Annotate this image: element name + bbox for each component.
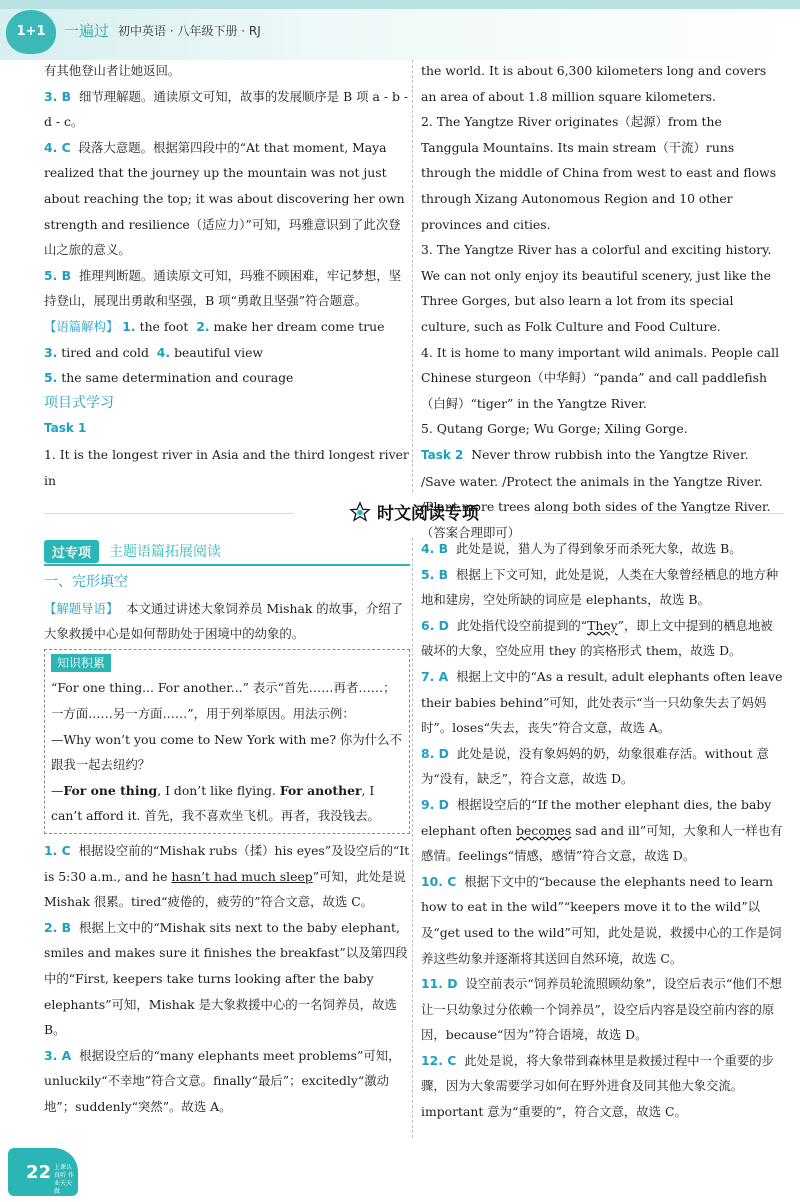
mascot-logo (6, 10, 56, 54)
task-1-item-2: 2. The Yangtze River originates（起源）from the Tanggula Mountains. Its main stream（干流）runs through the middle of China from west to east and flows through Xizang Autonomous Region and 10 other provinces and cities. (421, 114, 777, 232)
answer-number: 4. B (421, 541, 449, 556)
task-1-item-5: 5. Qutang Gorge; Wu Gorge; Xiling Gorge. (421, 421, 688, 437)
structure-tag: 【语篇解构】 (44, 318, 119, 334)
logo-text: 1+1 (16, 24, 46, 39)
discourse-structure-row (44, 340, 410, 366)
task-1-line: 1. It is the longest river in Asia and the third longest river in (44, 446, 409, 488)
divider-rule (44, 513, 294, 514)
answer-3 (44, 84, 410, 135)
answer-text: 根据设空后的“If the mother elephant dies, the baby elephant often (421, 796, 772, 838)
answer-text: 根据上下文可知，此处是说，人类在大象曾经栖息的地方种地和建房，空处所缺的词应是 elephants，故选 B。 (421, 566, 779, 608)
brand-name: 一遍过 (64, 22, 110, 40)
underlined-phrase: hasn’t had much sleep (171, 868, 313, 884)
answer-4b (421, 536, 783, 562)
answer-number: 5. B (421, 566, 449, 582)
column-divider (412, 60, 413, 492)
task-1-item-4: 4. It is home to many important wild animals. People call Chinese sturgeon（中华鲟）“panda” and call paddlefish（白鲟）“tiger” in the Yangtze River. (421, 344, 780, 411)
guide-text: 本文通过讲述大象饲养员 Mishak 的故事，介绍了大象救援中心是如何帮助处于困境中的幼象的。 (44, 600, 404, 642)
task-1-continued: the world. It is about 6,300 kilometers long and covers an area of about 1.8 million square kilometers. (421, 63, 767, 104)
example-text: , I don’t like flying. (157, 782, 280, 798)
answer-text: ”可知，此处是说 Mishak 很累。tired“疲倦的，疲劳的”符合文意，故选 C。 (44, 868, 406, 910)
task-2-heading: Task 2 (421, 447, 464, 462)
answer-text: 根据设空后的“many elephants meet problems”可知，unluckily“不幸地”符合文意。finally“最后”；excitedly“激动地”；suddenly“突然”。故选 A。 (44, 1047, 401, 1114)
answer-8 (421, 741, 783, 792)
page-footer (0, 1142, 800, 1202)
answer-number: 3. A (44, 1047, 72, 1063)
answer-10 (421, 869, 783, 971)
upper-left-column (44, 58, 410, 493)
task-1-item-3: 3. The Yangtze River has a colorful and exciting history. We can not only enjoy its beautiful scenery, just like the Three Gorges, but also learn a lot from its special culture, such as Folk Culture and Food Culture. (421, 242, 772, 334)
structure-answer: the foot (139, 318, 189, 334)
page-number: 22 (26, 1162, 52, 1183)
project-heading: 项目式学习 (44, 394, 114, 411)
banner-title: 主题语篇拓展阅读 (109, 544, 222, 560)
answer-text: 此处是说，没有象妈妈的奶，幼象很难存活。without 意为“没有，缺乏”，符合文意，故选 D。 (421, 745, 769, 787)
page-number-badge (8, 1148, 78, 1196)
answer-number: 4. C (44, 139, 71, 155)
page-header (0, 0, 800, 60)
answer-4 (44, 135, 410, 263)
answer-text: 推理判断题。通读原文可知，玛雅不顾困难，牢记梦想，坚持登山，展现出勇敢和坚强，B 项“勇敢且坚强”符合题意。 (44, 267, 402, 309)
answer-text: ”，即上文中提到的栖息地被破坏的大象，空处应用 they 的宾格形式 them，故选 D。 (421, 617, 773, 659)
answer-text: 此处是说，将大象带到森林里是救援过程中一个重要的步骤，因为大象需要学习如何在野外进食及同其他大象交流。important 意为“重要的”，符合文意，故选 C。 (421, 1052, 775, 1120)
answer-number: 1. C (44, 842, 71, 858)
footer-slogan: 上课认真听 作业天天做 (54, 1164, 74, 1195)
discourse-structure (44, 314, 410, 340)
answer-9 (421, 792, 783, 869)
discourse-structure-row (44, 365, 410, 391)
wavy-phrase: They (587, 617, 618, 633)
knowledge-box (44, 649, 410, 834)
answer-7 (421, 664, 783, 741)
answer-number: 12. C (421, 1052, 457, 1068)
answer-text: 此处是说，猎人为了得到象牙而杀死大象，故选 B。 (455, 541, 742, 556)
answer-number: 2. B (44, 919, 72, 935)
structure-answer: tired and cold (61, 344, 149, 360)
answer-text: sad and ill”可知，大象和人一样也有感情。feelings“情感，感情”符合文意，故选 D。 (421, 822, 783, 864)
bold-phrase: For another (279, 782, 362, 798)
knowledge-tag: 知识积累 (51, 654, 111, 672)
section-divider (44, 499, 784, 529)
answer-text: 根据下文中的“because the elephants need to learn how to eat in the wild”“keepers move it to the wild”以及“get used to the wild”可知，此处是说，救援中心的工作是饲养这些幼象并逐渐将其送回自然环境，故选 C。 (421, 873, 782, 966)
knowledge-example (51, 778, 403, 829)
answer-number: 8. D (421, 745, 449, 761)
answer-5b (421, 562, 783, 613)
answer-text: 根据上文中的“As a result, adult elephants often leave their babies behind”可知，此处表示“当一只幼象失去了妈妈时”。loses“失去，丧失”符合文意，故选 A。 (421, 668, 783, 736)
divider-rule (534, 513, 784, 514)
answer-3b (44, 1043, 410, 1120)
item-number: 2. (196, 318, 210, 334)
answer-number: 7. A (421, 668, 449, 684)
badge: 过专项 (44, 540, 99, 563)
bold-phrase: For one thing (63, 782, 158, 798)
structure-answer: beautiful view (174, 344, 264, 360)
task-2-text: Never throw rubbish into the Yangtze River. /Save water. /Protect the animals in the Yangtze River. /Plant more trees along both sides of the Yangtze River.（答案合理即可） (421, 446, 771, 540)
header-band (0, 0, 800, 9)
star-icon (349, 501, 371, 523)
answer-number: 11. D (421, 976, 458, 992)
guide-tag: 【解题导语】 (44, 600, 119, 616)
answer-1 (44, 838, 410, 915)
answer-5 (44, 263, 410, 314)
item-number: 3. (44, 344, 58, 360)
knowledge-line: “For one thing... For another...” 表示“首先……再者……；一方面……另一方面……”，用于列举原因。用法示例： (51, 680, 396, 721)
knowledge-example: —Why won’t you come to New York with me? 你为什么不跟我一起去纽约？ (51, 731, 402, 773)
lower-right-column (421, 536, 783, 1125)
cloze-heading: 一、完形填空 (44, 574, 128, 590)
wavy-phrase: becomes (516, 822, 572, 838)
item-number: 5. (44, 370, 58, 386)
carryover-line: 有其他登山者让她返回。 (44, 63, 181, 78)
topic-banner (44, 538, 410, 566)
answer-number: 6. D (421, 617, 449, 633)
answer-6 (421, 613, 783, 664)
dash: — (51, 782, 64, 798)
answer-text: 段落大意题。根据第四段中的“At that moment, Maya realized that the journey up the mountain was not just about reaching the top; it was about discovering her own strength and resilience（适应力）”可知，玛雅意识到了此次登山之旅的意义。 (44, 139, 405, 258)
answer-text: 细节理解题。通读原文可知，故事的发展顺序是 B 项 a - b - d - c。 (44, 88, 409, 130)
answer-text: 设空前表示“饲养员轮流照顾幼象”，设空后表示“他们不想让一只幼象过分依赖一个饲养员”，设空后内容是设空前内容的原因，because“因为”符合语境，故选 D。 (421, 976, 782, 1043)
guide (44, 596, 410, 647)
answer-number: 10. C (421, 873, 457, 889)
answer-text: 根据上文中的“Mishak sits next to the baby elephant, smiles and makes sure it finishes the breakfast”以及第四段中的“First, keepers take turns looking after the baby elephants”可知，Mishak 是大象救援中心的一名饲养员，故选 B。 (44, 919, 408, 1038)
book-title: 初中英语 · 八年级下册 · RJ (118, 24, 261, 38)
example-text: , I can’t afford it. 首先，我不喜欢坐飞机。再者，我没钱去。 (51, 782, 380, 824)
item-number: 1. (122, 318, 136, 334)
answer-12 (421, 1048, 783, 1125)
task-1-heading: Task 1 (44, 421, 87, 436)
structure-answer: make her dream come true (213, 318, 385, 334)
answer-number: 9. D (421, 796, 449, 812)
answer-2 (44, 915, 410, 1043)
section-title: 时文阅读专项 (376, 504, 479, 524)
upper-right-column (421, 58, 783, 545)
answer-text: 根据设空前的“Mishak rubs（揉）his eyes”及设空后的“It is 5:30 a.m., and he (44, 842, 410, 884)
item-number: 4. (156, 344, 171, 360)
answer-number: 5. B (44, 267, 72, 283)
lower-left-column (44, 536, 410, 1119)
task-2 (421, 442, 783, 545)
structure-answer: the same determination and courage (61, 370, 294, 386)
answer-number: 3. B (44, 88, 72, 104)
answer-text: 此处指代设空前提到的“ (456, 617, 588, 633)
column-divider (412, 538, 413, 1138)
answer-11 (421, 971, 783, 1048)
